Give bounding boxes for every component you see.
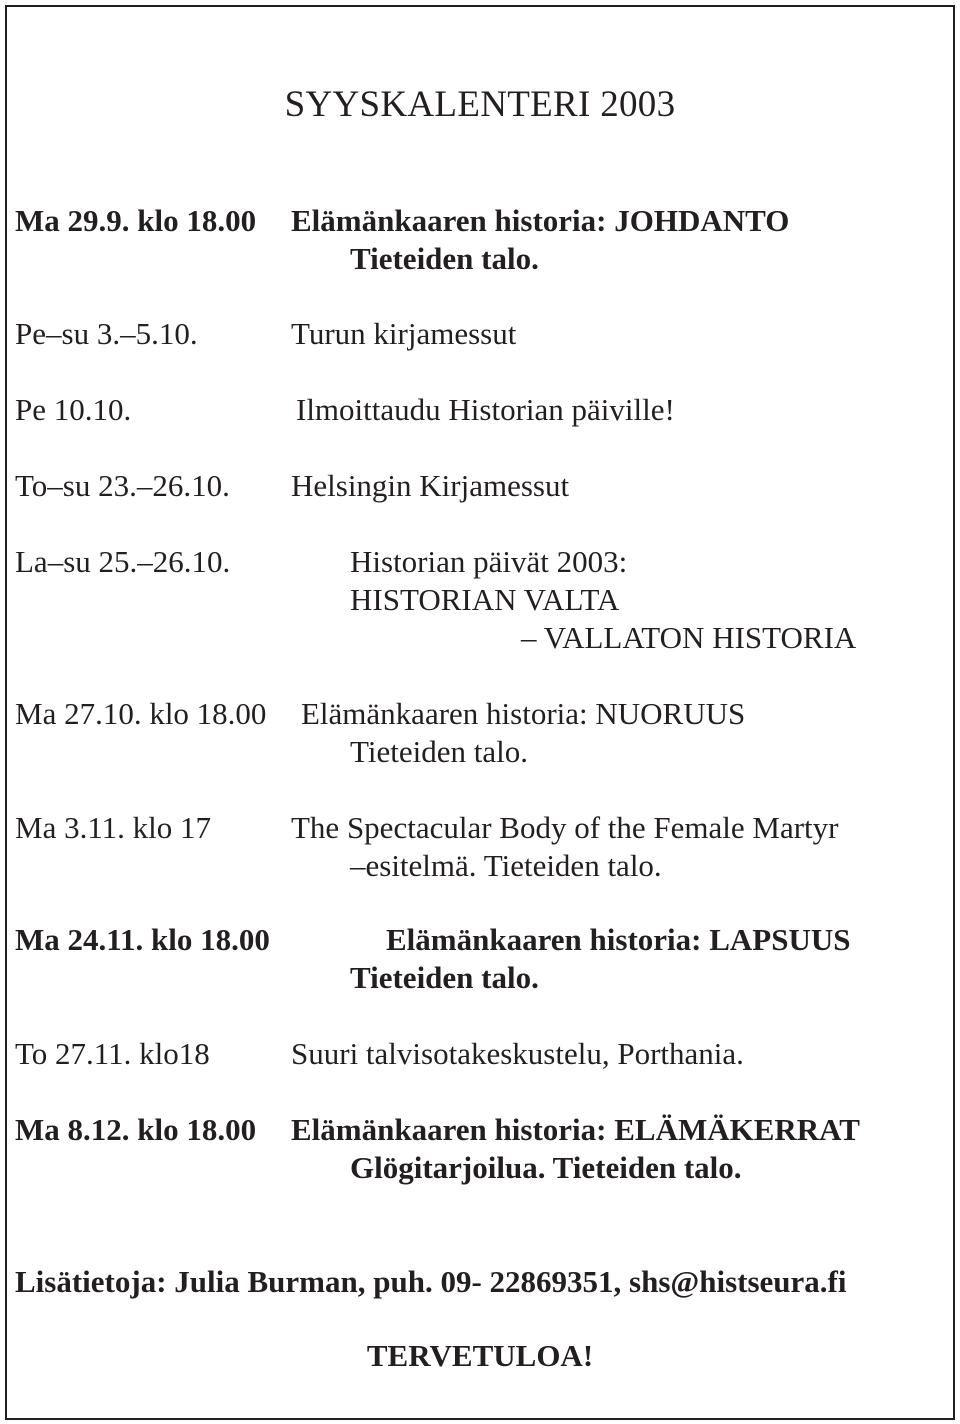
event-title: Elämänkaaren historia: ELÄMÄKERRAT [291,1112,860,1147]
event-date: Pe–su 3.–5.10. [15,316,198,351]
event-subtitle: HISTORIAN VALTA [350,582,620,617]
event-title: Helsingin Kirjamessut [291,468,570,503]
event-location: –esitelmä. Tieteiden talo. [350,848,662,883]
welcome-text: TERVETULOA! [366,1338,594,1373]
event-title: Historian päivät 2003: [350,544,628,579]
contact-info: Lisätietoja: Julia Burman, puh. 09- 22869351, shs@histseura.fi [15,1264,847,1299]
event-date: Pe 10.10. [15,392,132,427]
event-date: Ma 29.9. klo 18.00 [15,203,257,238]
event-title: Suuri talvisotakeskustelu, Porthania. [291,1036,744,1071]
event-date: La–su 25.–26.10. [15,544,231,579]
event-date: Ma 27.10. klo 18.00 [15,696,267,731]
event-date: To 27.11. klo18 [15,1036,210,1071]
event-date: Ma 24.11. klo 18.00 [15,922,270,957]
event-location: Tieteiden talo. [350,734,528,769]
event-date: To–su 23.–26.10. [15,468,230,503]
event-location: Glögitarjoilua. Tieteiden talo. [350,1150,742,1185]
event-location: Tieteiden talo. [350,241,539,276]
event-subtitle: – VALLATON HISTORIA [521,620,857,655]
page-title: SYYSKALENTERI 2003 [284,84,676,125]
event-title: Ilmoittaudu Historian päiville! [296,392,675,427]
event-title: The Spectacular Body of the Female Martyr [291,810,839,845]
event-title: Elämänkaaren historia: NUORUUS [301,696,746,731]
event-title: Turun kirjamessut [291,316,517,351]
event-date: Ma 8.12. klo 18.00 [15,1112,257,1147]
event-location: Tieteiden talo. [350,960,539,995]
event-title: Elämänkaaren historia: JOHDANTO [291,203,790,238]
event-title: Elämänkaaren historia: LAPSUUS [386,922,851,957]
event-date: Ma 3.11. klo 17 [15,810,212,845]
